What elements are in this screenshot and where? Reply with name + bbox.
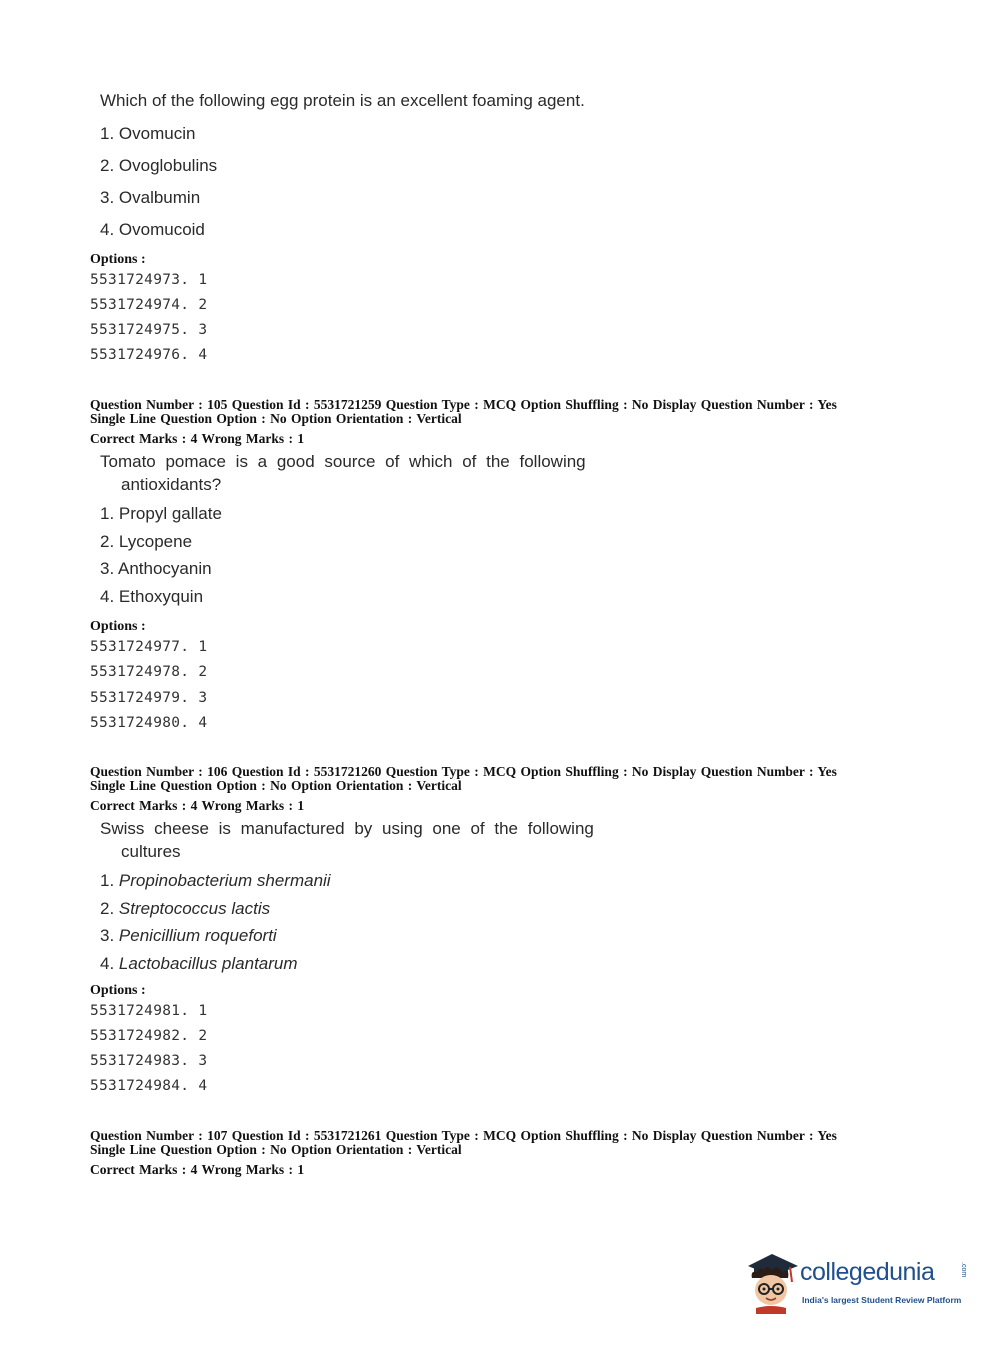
question-106-marks: Correct Marks : 4 Wrong Marks : 1 bbox=[90, 798, 305, 813]
question-107-marks: Correct Marks : 4 Wrong Marks : 1 bbox=[90, 1162, 305, 1177]
mascot-icon bbox=[742, 1248, 800, 1314]
question-104-text: Which of the following egg protein is an excellent foaming agent. bbox=[100, 91, 585, 110]
question-107-meta: Question Number : 107 Question Id : 5531721261 Question Type : MCQ Option Shuffling : No Display Question Number : Yes bbox=[90, 1128, 837, 1143]
choice-105-4: 4. Ethoxyquin bbox=[100, 587, 204, 606]
question-105-meta-2: Single Line Question Option : No Option Orientation : Vertical bbox=[90, 411, 462, 426]
option-id-104-2: 5531724974. 2 bbox=[90, 297, 208, 313]
choice-106-1: 1. Propinobacterium shermanii bbox=[100, 871, 331, 890]
choice-106-3: 3. Penicillium roqueforti bbox=[100, 926, 277, 945]
options-label-105: Options : bbox=[90, 619, 146, 634]
question-105-text-2: antioxidants? bbox=[121, 475, 222, 494]
question-105-marks: Correct Marks : 4 Wrong Marks : 1 bbox=[90, 431, 305, 446]
choice-104-3: 3. Ovalbumin bbox=[100, 188, 201, 207]
option-id-106-2: 5531724982. 2 bbox=[90, 1028, 208, 1044]
options-label-106: Options : bbox=[90, 983, 146, 998]
choice-105-3: 3. Anthocyanin bbox=[100, 559, 212, 578]
choice-106-2: 2. Streptococcus lactis bbox=[100, 899, 271, 918]
option-id-104-4: 5531724976. 4 bbox=[90, 347, 208, 363]
choice-105-2: 2. Lycopene bbox=[100, 532, 193, 551]
choice-104-2: 2. Ovoglobulins bbox=[100, 156, 218, 175]
logo-wordmark: collegedunia bbox=[800, 1258, 935, 1286]
option-id-105-4: 5531724980. 4 bbox=[90, 715, 208, 731]
option-id-105-2: 5531724978. 2 bbox=[90, 664, 208, 680]
option-id-104-3: 5531724975. 3 bbox=[90, 322, 208, 338]
choice-106-4: 4. Lactobacillus plantarum bbox=[100, 954, 298, 973]
choice-104-1: 1. Ovomucin bbox=[100, 124, 196, 143]
question-105-meta: Question Number : 105 Question Id : 5531721259 Question Type : MCQ Option Shuffling : No Display Question Number : Yes bbox=[90, 397, 837, 412]
choice-105-1: 1. Propyl gallate bbox=[100, 504, 222, 523]
logo-suffix: .com bbox=[960, 1262, 967, 1278]
option-id-106-3: 5531724983. 3 bbox=[90, 1053, 208, 1069]
collegedunia-logo bbox=[742, 1248, 972, 1318]
question-106-text-2: cultures bbox=[121, 842, 181, 861]
choice-104-4: 4. Ovomucoid bbox=[100, 220, 205, 239]
question-105-text: Tomato pomace is a good source of which of the following bbox=[100, 452, 586, 471]
question-107-meta-2: Single Line Question Option : No Option Orientation : Vertical bbox=[90, 1142, 462, 1157]
option-id-104-1: 5531724973. 1 bbox=[90, 272, 208, 288]
options-label-104: Options : bbox=[90, 252, 146, 267]
question-106-meta-2: Single Line Question Option : No Option Orientation : Vertical bbox=[90, 778, 462, 793]
option-id-105-1: 5531724977. 1 bbox=[90, 639, 208, 655]
option-id-105-3: 5531724979. 3 bbox=[90, 690, 208, 706]
question-106-meta: Question Number : 106 Question Id : 5531721260 Question Type : MCQ Option Shuffling : No Display Question Number : Yes bbox=[90, 764, 837, 779]
option-id-106-1: 5531724981. 1 bbox=[90, 1003, 208, 1019]
logo-tagline: India's largest Student Review Platform bbox=[802, 1295, 962, 1305]
option-id-106-4: 5531724984. 4 bbox=[90, 1078, 208, 1094]
question-106-text: Swiss cheese is manufactured by using one of the following bbox=[100, 819, 594, 838]
